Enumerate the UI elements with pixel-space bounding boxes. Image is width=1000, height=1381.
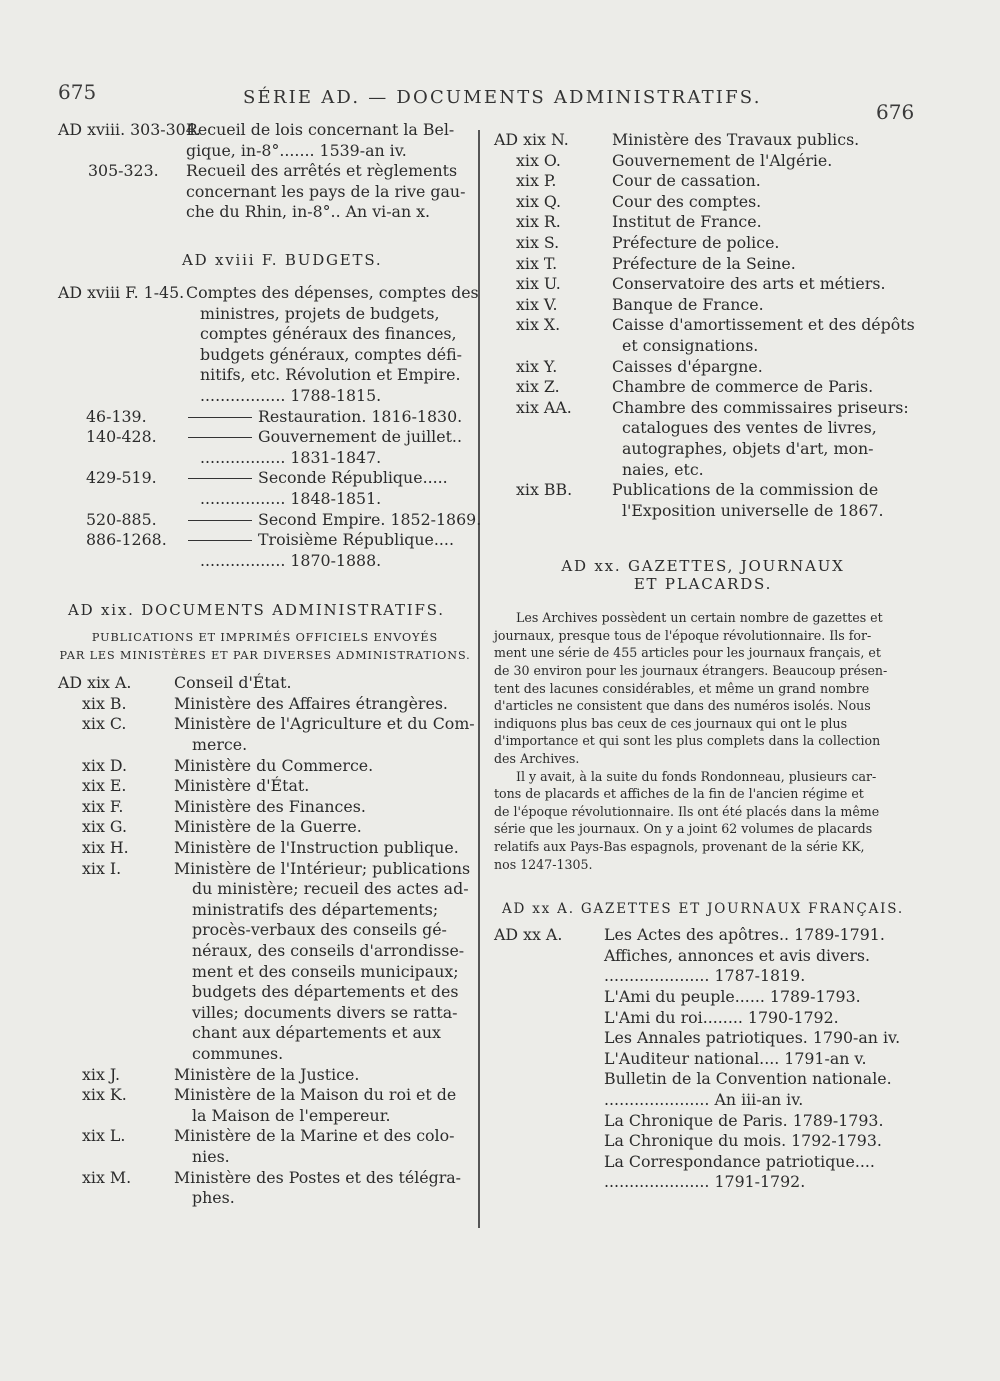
- paragraph-line: indiquons plus bas ceux de ces journaux qui ont le plus: [494, 715, 848, 731]
- xix-subheading-1: PUBLICATIONS ET IMPRIMÉS OFFICIELS ENVOYÉS: [91, 631, 439, 645]
- entry-text: Cour des comptes.: [612, 191, 762, 211]
- entry-line: [494, 151, 912, 172]
- xxa-heading: AD xx A. GAZETTES ET JOURNAUX FRANÇAIS.: [502, 901, 904, 918]
- paragraph-line: tent des lacunes considérables, et même un grand nombre: [494, 680, 870, 696]
- paragraph-line: Les Archives possèdent un certain nombre de gazettes et: [516, 610, 883, 626]
- entry-line: [494, 295, 912, 316]
- entry-text: Ministère de l'Instruction publique.: [174, 838, 459, 858]
- entry-code: 305-323.: [88, 161, 159, 181]
- entry-code: xix X.: [516, 315, 561, 335]
- entry-line: [58, 468, 472, 489]
- entry-code: xix Y.: [516, 356, 558, 376]
- entry-text: La Chronique du mois. 1792-1793.: [604, 1131, 882, 1151]
- entry-text: Gouvernement de l'Algérie.: [612, 150, 833, 170]
- paragraph-line: journaux, presque tous de l'époque révolutionnaire. Ils for-: [494, 627, 872, 643]
- entry-text: chant aux départements et aux: [192, 1023, 441, 1043]
- entry-line: [494, 925, 912, 946]
- entry-text: villes; documents divers se ratta-: [192, 1002, 458, 1022]
- budgets-entries: [58, 282, 482, 571]
- paragraph-line: tons de placards et affiches de la fin de l'ancien régime et: [494, 786, 864, 802]
- entry-code: AD xviii F. 1-45.: [58, 282, 185, 302]
- paragraph-line: Il y avait, à la suite du fonds Rondonneau, plusieurs car-: [516, 768, 877, 784]
- entry-code: xix S.: [516, 232, 560, 252]
- entry-line: [494, 1172, 912, 1193]
- entry-text: merce.: [192, 735, 248, 755]
- entry-text: Ministère des Affaires étrangères.: [174, 693, 448, 713]
- entry-line: [58, 448, 472, 469]
- entry-line: [494, 192, 912, 213]
- entry-text: Les Annales patriotiques. 1790-an iv.: [604, 1028, 901, 1048]
- entry-text: Second Empire. 1852-1869.: [188, 510, 481, 531]
- entry-text: budgets des départements et des: [192, 982, 459, 1002]
- entry-line: [58, 982, 472, 1003]
- entry-line: [494, 377, 912, 398]
- entry-text: Ministère de la Justice.: [174, 1064, 360, 1084]
- entry-code: xix U.: [516, 274, 561, 294]
- entry-line: [58, 714, 475, 735]
- entry-code: AD xix A.: [58, 673, 132, 693]
- entry-line: [494, 315, 915, 336]
- entry-code: xix BB.: [516, 480, 573, 500]
- entry-text: Institut de France.: [612, 212, 762, 232]
- entry-code: xix K.: [82, 1085, 127, 1105]
- entry-text: Ministère de la Guerre.: [174, 817, 362, 837]
- entry-line: [58, 141, 472, 162]
- entry-text: communes.: [192, 1043, 284, 1063]
- entry-line: [58, 673, 472, 694]
- entry-line: [58, 817, 472, 838]
- entry-line: [494, 1111, 912, 1132]
- entry-text: naies, etc.: [622, 459, 704, 479]
- entry-line: [58, 776, 472, 797]
- entry-text: La Chronique de Paris. 1789-1793.: [604, 1110, 884, 1130]
- entry-line: [58, 694, 472, 715]
- entry-code: xix F.: [82, 796, 124, 816]
- paragraph-1: [494, 609, 912, 767]
- entry-line: [58, 797, 472, 818]
- entry-code: 429-519.: [86, 468, 157, 488]
- entry-text: Caisses d'épargne.: [612, 356, 763, 376]
- entry-text: gique, in-8°....... 1539-an iv.: [186, 140, 407, 160]
- entry-text: Préfecture de police.: [612, 232, 780, 252]
- entry-text: Ministère de la Maison du roi et de: [174, 1085, 457, 1105]
- entry-text: Cour de cassation.: [612, 171, 761, 191]
- entry-line: [58, 427, 472, 448]
- entry-text: Ministère du Commerce.: [174, 755, 374, 775]
- entry-line: [58, 1168, 472, 1189]
- entry-code: xix E.: [82, 776, 127, 796]
- entry-text: Recueil de lois concernant la Bel-: [186, 120, 455, 139]
- paragraph-line: série que les journaux. On y a joint 62 volumes de placards: [494, 821, 873, 837]
- entry-line: [58, 920, 472, 941]
- xx-heading-line-1: AD xx. GAZETTES, JOURNAUX: [561, 557, 845, 576]
- entry-text: ..................... An iii-an iv.: [604, 1089, 804, 1109]
- entry-code: xix M.: [82, 1167, 132, 1187]
- entry-line: [58, 304, 472, 325]
- entry-code: xix H.: [82, 838, 129, 858]
- entry-line: [494, 212, 912, 233]
- right-column: [494, 130, 915, 1193]
- entry-code: xix P.: [516, 171, 557, 191]
- entry-code: AD xix N.: [494, 130, 569, 149]
- entry-line: [494, 357, 912, 378]
- xix-subheading-2: PAR LES MINISTÈRES ET PAR DIVERSES ADMINISTRATIONS.: [59, 649, 471, 663]
- ditto-dash: [188, 478, 252, 479]
- entry-text: Conseil d'État.: [174, 673, 292, 693]
- entry-text: Chambre des commissaires priseurs:: [612, 397, 909, 417]
- entry-text: et consignations.: [622, 335, 759, 355]
- entry-code: xix Z.: [516, 377, 560, 397]
- budgets-heading: AD xviii F. BUDGETS.: [182, 250, 383, 269]
- entry-text: Ministère de la Marine et des colo-: [174, 1126, 455, 1146]
- entry-line: [58, 551, 472, 572]
- entry-text: ..................... 1787-1819.: [604, 966, 806, 986]
- entry-code: xix I.: [82, 858, 122, 878]
- paragraph-line: d'articles ne consistent que dans des numéros isolés. Nous: [494, 698, 871, 714]
- entry-line: [494, 987, 912, 1008]
- entry-line: [494, 1152, 912, 1173]
- entry-line: [494, 130, 912, 151]
- entry-text: Banque de France.: [612, 294, 764, 314]
- recueil-entries: [58, 120, 472, 223]
- entry-text: Restauration. 1816-1830.: [188, 407, 462, 428]
- entry-line: [58, 1085, 472, 1106]
- entry-line: [58, 838, 472, 859]
- entry-line: [494, 171, 912, 192]
- entry-text: autographes, objets d'art, mon-: [622, 438, 874, 458]
- entry-line: [58, 1065, 472, 1086]
- entry-line: [58, 1147, 472, 1168]
- entry-line: [58, 407, 472, 428]
- entry-line: [58, 324, 472, 345]
- entry-line: [494, 1069, 912, 1090]
- entry-text: Préfecture de la Seine.: [612, 253, 796, 273]
- entry-line: [58, 509, 482, 531]
- entry-line: [494, 439, 912, 460]
- entry-text: l'Exposition universelle de 1867.: [622, 500, 884, 520]
- entry-line: [494, 233, 912, 254]
- entry-text: Caisse d'amortissement et des dépôts: [612, 315, 915, 335]
- entry-line: [58, 1044, 472, 1065]
- entry-line: [58, 756, 472, 777]
- entry-text: L'Auditeur national.... 1791-an v.: [604, 1048, 867, 1068]
- entry-line: [58, 859, 472, 880]
- entry-line: [494, 946, 912, 967]
- entry-text: la Maison de l'empereur.: [192, 1105, 391, 1125]
- entry-code: xix T.: [516, 253, 558, 273]
- entry-line: [58, 962, 472, 983]
- entry-line: [58, 941, 472, 962]
- paragraph-line: de l'époque révolutionnaire. Ils ont été placés dans la même: [494, 803, 880, 819]
- entry-code: 140-428.: [86, 427, 157, 447]
- entry-line: [58, 1023, 472, 1044]
- entry-line: [58, 161, 472, 182]
- ditto-dash: [188, 437, 252, 438]
- paragraph-line: d'importance et qui sont les plus complets dans la collection: [494, 733, 881, 749]
- entry-text: ................. 1870-1888.: [200, 550, 382, 570]
- entry-text: comptes généraux des finances,: [200, 324, 457, 344]
- entry-text: Affiches, annonces et avis divers.: [604, 945, 871, 965]
- entry-line: [494, 418, 912, 439]
- entry-line: [58, 735, 472, 756]
- entry-code: xix J.: [82, 1064, 121, 1084]
- entry-text: Comptes des dépenses, comptes des: [186, 282, 479, 302]
- entry-text: ministratifs des départements;: [192, 899, 439, 919]
- entry-text: budgets généraux, comptes défi-: [200, 344, 463, 364]
- entry-text: Ministère des Travaux publics.: [612, 130, 860, 149]
- entry-text: Publications de la commission de: [612, 480, 879, 500]
- entry-text: nies.: [192, 1146, 230, 1166]
- entry-line: [58, 489, 472, 510]
- entry-text: ................. 1848-1851.: [200, 488, 382, 508]
- entry-text: Ministère d'État.: [174, 776, 310, 796]
- entry-line: [494, 398, 912, 419]
- entry-text: Bulletin de la Convention nationale.: [604, 1069, 892, 1089]
- entry-text: Seconde République.....: [188, 468, 448, 489]
- entry-line: [58, 345, 472, 366]
- xxa-entries: [494, 925, 912, 1193]
- entry-line: [58, 1003, 472, 1024]
- entry-code: xix Q.: [516, 191, 562, 211]
- entry-code: xix C.: [82, 714, 127, 734]
- entry-text: nitifs, etc. Révolution et Empire.: [200, 365, 461, 385]
- entry-text: ministres, projets de budgets,: [200, 303, 440, 323]
- entry-text: phes.: [192, 1188, 235, 1208]
- entry-code: 520-885.: [86, 509, 157, 529]
- paragraph-2: [494, 768, 912, 874]
- ditto-dash: [188, 540, 252, 541]
- entry-line: [494, 1090, 912, 1111]
- xix-entries-continued: [494, 130, 915, 521]
- entry-line: [494, 1131, 912, 1152]
- entry-line: [494, 1049, 912, 1070]
- entry-text: du ministère; recueil des actes ad-: [192, 879, 469, 899]
- page-number-left: 675: [58, 80, 97, 104]
- entry-line: [494, 501, 912, 522]
- entry-text: che du Rhin, in-8°.. An vi-an x.: [186, 202, 431, 222]
- entry-line: [494, 480, 912, 501]
- entry-code: xix L.: [82, 1126, 126, 1146]
- entry-text: Recueil des arrêtés et règlements: [186, 161, 458, 181]
- entry-line: [58, 120, 472, 141]
- entry-code: xix D.: [82, 755, 128, 775]
- entry-code: 886-1268.: [86, 530, 167, 550]
- entry-code: xix B.: [82, 693, 127, 713]
- entry-code: 46-139.: [86, 406, 147, 426]
- entry-line: [494, 336, 912, 357]
- entry-text: Les Actes des apôtres.. 1789-1791.: [604, 925, 885, 945]
- entry-line: [58, 386, 472, 407]
- entry-text: ..................... 1791-1792.: [604, 1172, 806, 1192]
- entry-text: catalogues des ventes de livres,: [622, 418, 877, 438]
- entry-code: xix V.: [516, 294, 558, 314]
- paragraph-line: nos 1247-1305.: [494, 856, 593, 872]
- entry-text: ................. 1788-1815.: [200, 385, 382, 405]
- entry-text: L'Ami du roi........ 1790-1792.: [604, 1007, 839, 1027]
- paragraph-line: des Archives.: [494, 751, 580, 767]
- entry-text: La Correspondance patriotique....: [604, 1151, 875, 1171]
- entry-line: [58, 202, 472, 223]
- paragraph-line: relatifs aux Pays-Bas espagnols, provenant de la série KK,: [494, 839, 865, 854]
- entry-code: AD xx A.: [494, 925, 563, 945]
- running-head: SÉRIE AD. — DOCUMENTS ADMINISTRATIFS.: [243, 87, 762, 108]
- entry-text: Conservatoire des arts et métiers.: [612, 274, 886, 294]
- entry-text: Ministère des Postes et des télégra-: [174, 1167, 462, 1187]
- entry-code: xix O.: [516, 150, 561, 170]
- entry-line: [494, 254, 912, 275]
- entry-text: ment et des conseils municipaux;: [192, 961, 459, 981]
- entry-line: [494, 1008, 912, 1029]
- entry-line: [58, 365, 472, 386]
- ditto-dash: [188, 520, 252, 521]
- entry-line: [58, 282, 479, 304]
- entry-text: néraux, des conseils d'arrondisse-: [192, 941, 465, 960]
- entry-text: procès-verbaux des conseils gé-: [192, 920, 447, 940]
- ditto-dash: [188, 417, 252, 418]
- xix-heading: AD xix. DOCUMENTS ADMINISTRATIFS.: [68, 601, 445, 620]
- xx-heading-line-2: ET PLACARDS.: [633, 575, 773, 594]
- page-number-right: 676: [876, 100, 915, 124]
- entry-text: Chambre de commerce de Paris.: [612, 377, 874, 397]
- entry-code: AD xviii. 303-304.: [58, 120, 201, 139]
- entry-text: concernant les pays de la rive gau-: [186, 181, 466, 201]
- entry-line: [494, 966, 912, 987]
- entry-line: [58, 1188, 472, 1209]
- entry-line: [58, 530, 472, 551]
- left-column: [58, 120, 482, 1209]
- entry-line: [494, 460, 912, 481]
- entry-code: xix AA.: [516, 397, 572, 417]
- entry-line: [58, 182, 472, 203]
- entry-text: Ministère des Finances.: [174, 796, 366, 816]
- entry-code: xix G.: [82, 817, 127, 837]
- entry-line: [58, 1106, 472, 1127]
- entry-code: xix R.: [516, 212, 561, 232]
- entry-text: Troisième République....: [188, 530, 454, 551]
- paragraph-line: de 30 environ pour les journaux étrangers. Beaucoup présen-: [494, 663, 888, 679]
- entry-line: [494, 1028, 912, 1049]
- entry-text: Ministère de l'Intérieur; publications: [174, 858, 471, 878]
- entry-line: [494, 274, 912, 295]
- paragraph-line: ment une série de 455 articles pour les journaux français, et: [494, 645, 881, 661]
- entry-line: [58, 900, 472, 921]
- entry-line: [58, 1126, 472, 1147]
- entry-text: Ministère de l'Agriculture et du Com-: [174, 714, 475, 734]
- entry-text: Gouvernement de juillet..: [188, 427, 462, 448]
- xix-entries: [58, 673, 475, 1208]
- entry-text: ................. 1831-1847.: [200, 447, 382, 467]
- entry-line: [58, 879, 472, 900]
- entry-text: L'Ami du peuple...... 1789-1793.: [604, 986, 861, 1006]
